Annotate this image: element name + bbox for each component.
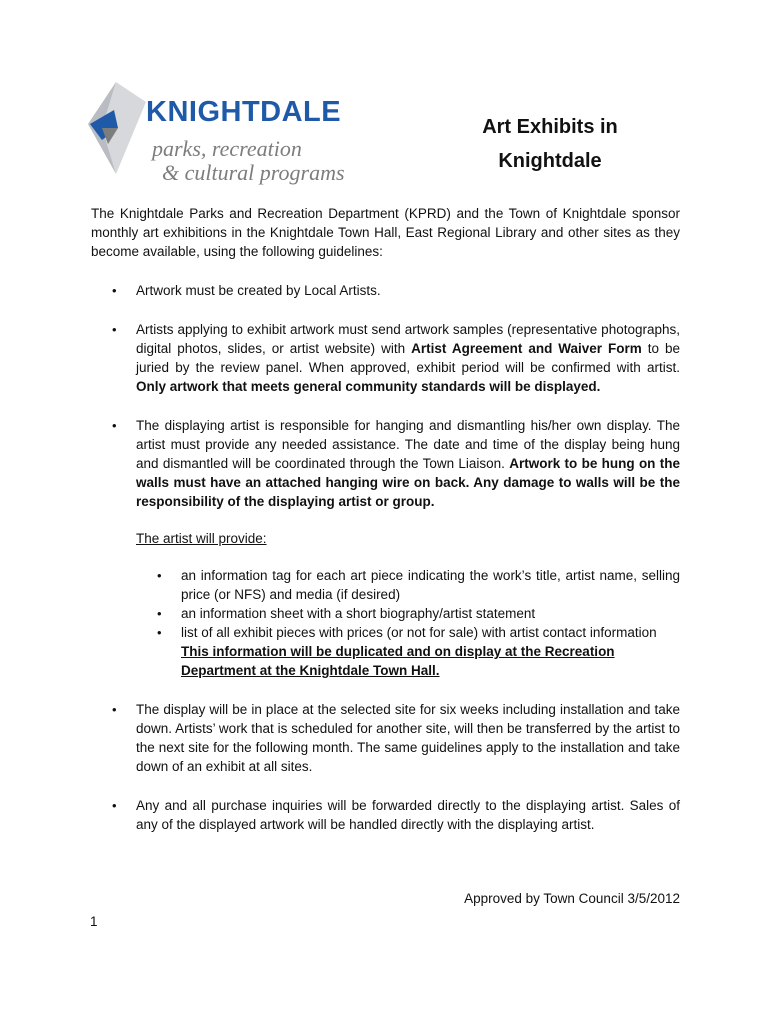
duplication-note: This information will be duplicated and on display at the Recreation Department at the Knightdale Town Hall.: [181, 644, 615, 678]
title-line-1: Art Exhibits in: [482, 116, 618, 138]
standards-notice: Only artwork that meets general community standards will be displayed.: [136, 379, 601, 394]
hanging-wire-notice: Artwork to be hung on the walls must have an attached hanging wire on back. Any damage to walls will be the responsibility of the displaying artist or group.: [136, 456, 680, 509]
list-item: [136, 566, 680, 604]
guidelines-list: [91, 281, 680, 854]
guideline-text: Artwork must be created by Local Artists.: [136, 283, 381, 298]
bullet-icon: •: [112, 798, 117, 813]
list-item: [91, 416, 680, 680]
bullet-icon: •: [157, 625, 162, 640]
provide-item-text: list of all exhibit pieces with prices (or not for sale) with artist contact information: [181, 625, 657, 640]
bullet-icon: •: [112, 322, 117, 337]
logo-chevron-icon: [88, 82, 148, 174]
artist-provide-heading: The artist will provide:: [136, 531, 267, 546]
list-item: [91, 320, 680, 396]
list-item: [91, 796, 680, 834]
guideline-text: to be juried by the review panel. When approved, exhibit period will be confirmed with artist.: [136, 341, 680, 375]
guideline-text: Artists applying to exhibit artwork must send artwork samples (representative photographs, digital photos, slides, or artist website) with: [136, 322, 680, 356]
page-number: 1: [90, 914, 98, 929]
bullet-icon: •: [157, 568, 162, 583]
logo-tagline-2: & cultural programs: [162, 160, 345, 185]
provide-item-text: an information sheet with a short biography/artist statement: [181, 606, 536, 621]
logo-tagline-1: parks, recreation: [152, 136, 302, 161]
bullet-icon: •: [112, 702, 117, 717]
list-item: [91, 281, 680, 300]
page-title: [470, 110, 630, 178]
agreement-form-name: Artist Agreement and Waiver Form: [411, 341, 642, 356]
list-item: [136, 604, 680, 623]
guideline-text: The display will be in place at the selected site for six weeks including installation and take down. Artists’ work that is scheduled for another site, will then be transferred by the artist to the next site for the following month. The same guidelines apply to the installation and take down of an exhibit at all sites.: [136, 702, 680, 774]
provide-item-text: an information tag for each art piece indicating the work’s title, artist name, selling price (or NFS) and media (if desired): [181, 568, 680, 602]
knightdale-logo: [88, 82, 378, 192]
bullet-icon: •: [157, 606, 162, 621]
approval-date: Approved by Town Council 3/5/2012: [464, 891, 680, 906]
bullet-icon: •: [112, 283, 117, 298]
logo-brand-text: KNIGHTDALE: [146, 96, 342, 128]
artist-provide-list: [136, 566, 680, 642]
list-item: [91, 700, 680, 776]
title-line-2: Knightdale: [498, 150, 602, 172]
bullet-icon: •: [112, 418, 117, 433]
guideline-text: Any and all purchase inquiries will be forwarded directly to the displaying artist. Sales of any of the displayed artwork will be handled directly with the displaying artist.: [136, 798, 680, 832]
guideline-text: The displaying artist is responsible for hanging and dismantling his/her own display. The artist must provide any needed assistance. The date and time of the display being hung and dismantled will be coordinated through the Town Liaison.: [136, 418, 680, 471]
list-item: [136, 623, 680, 642]
intro-paragraph: The Knightdale Parks and Recreation Department (KPRD) and the Town of Knightdale sponsor monthly art exhibitions in the Knightdale Town Hall, East Regional Library and other sites as they become available, using the following guidelines:: [91, 206, 680, 259]
